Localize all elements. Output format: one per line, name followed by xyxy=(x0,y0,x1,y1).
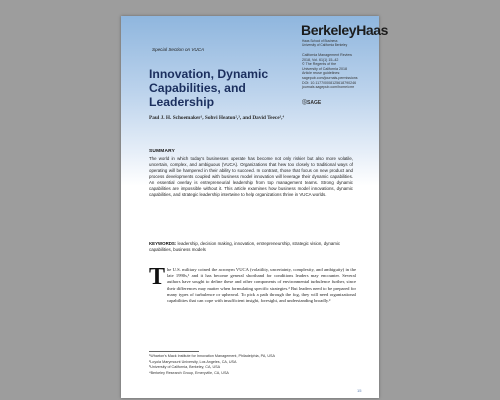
journal-page xyxy=(121,16,389,398)
page-number: 15 xyxy=(357,388,362,393)
berkeley-haas-logo: BerkeleyHaas xyxy=(301,22,389,38)
article-authors: Paul J. H. Schoemaker¹, Sohvi Heaton²,³, and David Teece³,⁴ xyxy=(149,115,285,121)
journal-info: California Management Review 2018, Vol. 61(1) 15–42 © The Regents of the University of California 2018 Article reuse guidelines: sagepub.com/journals-permissions DOI: 10.1177/0008125618790246 journals.sagepub.com/home/cmr xyxy=(302,53,358,90)
keywords: KEYWORDS: leadership, decision making, innovation, entrepreneurship, strategic vision, dynamic capabilities, business models xyxy=(149,241,341,252)
sage-logo: ⓈSAGE xyxy=(302,100,322,106)
logo-subtitle: Haas School of Business University of California Berkeley xyxy=(302,39,348,47)
body-text: he U.S. military coined the acronym VUCA (volatility, uncertainty, complexity, and ambiguity) in the late 1990s,¹ and it has become general shorthand for conditions leaders may encounter. Several authors have sought to define these and other components of environmental turbulence further, since their differences may matter when formulating specific strategies.² But leaders need to be prepared for many types of turbulence or upheaval. To pick a path through the fog, they will need organizational capabilities that can cope with insufficient insight, foresight, and understanding broadly.³ xyxy=(167,267,356,304)
affiliations: ¹Wharton’s Mack Institute for Innovation Management, Philadelphia, PA, USA ²Loyola Marymount University, Los Angeles, CA, USA ³University of California, Berkeley, CA, USA ⁴Berkeley Research Group, Emeryville, CA, USA xyxy=(149,354,275,375)
drop-cap: T xyxy=(149,264,166,290)
summary-text: The world in which today’s businesses operate has become not only riskier but also more volatile, uncertain, complex, and ambiguous (VUCA). Organizations that hew too closely to traditional ways of operating will be hampered in their ability to succeed. In contrast, those that focus on new product and process developments coupled with business model innovation will leverage their dynamic capabilities. An essential overlay is entrepreneurial leadership from top management teams. Strong dynamic capabilities are impossible without it. This article examines how business model innovations, dynamic capabilities, and strategic leadership intertwine to help organizations thrive in VUCA worlds. xyxy=(149,156,353,197)
article-title: Innovation, Dynamic Capabilities, and Leadership xyxy=(149,67,269,110)
footnote-divider xyxy=(149,351,199,352)
section-label: Special Section on VUCA xyxy=(152,47,205,52)
sage-icon: Ⓢ xyxy=(302,100,308,106)
summary-heading: SUMMARY xyxy=(149,149,176,154)
